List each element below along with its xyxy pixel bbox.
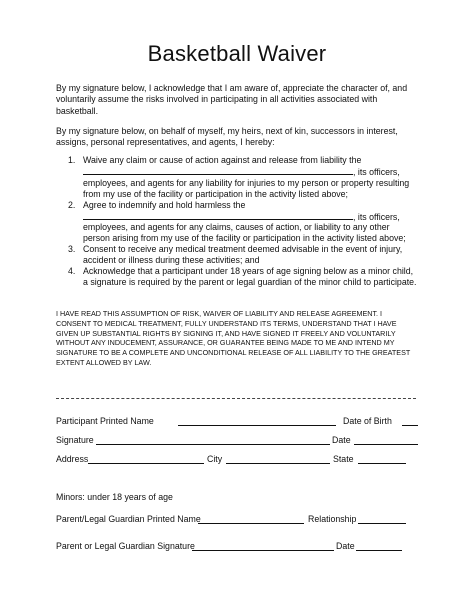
term-text: employees, and agents for any claims, causes of action, or liability to any other person arising from my use of the facility or participation in the activity listed above; [83,222,406,244]
state-field[interactable] [358,463,406,464]
term-text: Agree to indemnify and hold harmless the [83,199,246,210]
guardian-date-label: Date [336,541,355,551]
guardian-name-label: Parent/Legal Guardian Printed Name [56,514,201,524]
date-of-birth-label: Date of Birth [343,416,392,426]
signature-label: Signature [56,435,94,445]
term-item [56,266,418,288]
term-item [56,200,418,245]
assumption-of-risk-paragraph: By my signature below, I acknowledge that I am aware of, appreciate the character of, and voluntarily assume the risks involved in participating in all activities associated with basketball. [56,83,408,116]
organization-name-blank[interactable] [83,211,353,220]
minors-heading-row [56,492,418,504]
term-number: 3. [68,244,76,255]
document-title: Basketball Waiver [147,41,327,66]
acknowledgement-statement: I HAVE READ THIS ASSUMPTION OF RISK, WAIVER OF LIABILITY AND RELEASE AGREEMENT. I CONSENT TO MEDICAL TREATMENT, FULLY UNDERSTAND ITS TERMS, UNDERSTAND THAT I HAVE GIVEN UP SUBSTANTIAL RIGHTS BY SIGNING IT, AND HAVE SIGNED IT FREELY AND VOLUNTARILY WITHOUT ANY INDUCEMENT, ASSURANCE, OR GUARANTEE BEING MADE TO ME AND INTEND MY SIGNATURE TO BE A COMPLETE AND UNCONDITIONAL RELEASE OF ALL LIABILITY TO THE GREATEST EXTENT ALLOWED BY LAW. [56,309,411,367]
term-text: Acknowledge that a participant under 18 years of age signing below as a minor child, a signature is required by the parent or legal guardian of the minor child to participate. [83,266,417,287]
term-text: , its officers, [353,166,400,177]
participant-name-label: Participant Printed Name [56,416,154,426]
guardian-name-field[interactable] [198,523,304,524]
state-label: State [333,454,354,464]
organization-name-blank[interactable] [83,166,353,175]
term-item [56,155,418,200]
participant-name-row [56,416,418,428]
term-number: 4. [68,266,76,277]
date-field[interactable] [354,444,418,445]
term-number: 1. [68,155,76,165]
relationship-field[interactable] [358,523,406,524]
address-field[interactable] [88,463,204,464]
city-label: City [207,454,223,464]
guardian-name-row [56,514,418,526]
city-field[interactable] [226,463,330,464]
guardian-signature-row [56,541,418,553]
term-number: 2. [68,199,76,210]
term-text: Waive any claim or cause of action against and release from liability the [83,155,362,165]
release-intro-paragraph: By my signature below, on behalf of myself, my heirs, next of kin, successors in interest, assigns, personal representatives, and agents, I hereby: [56,126,398,148]
guardian-signature-label: Parent or Legal Guardian Signature [56,541,195,551]
guardian-signature-field[interactable] [192,550,334,551]
minors-heading: Minors: under 18 years of age [56,492,173,502]
address-row [56,454,418,466]
participant-name-field[interactable] [178,425,336,426]
guardian-date-field[interactable] [356,550,402,551]
date-of-birth-field[interactable] [402,425,418,426]
relationship-label: Relationship [308,514,357,524]
term-text: Consent to receive any medical treatment deemed advisable in the event of injury, accident or illness during these activities; and [83,244,403,266]
terms-list [56,155,418,288]
signature-row [56,435,418,447]
address-label: Address [56,454,89,464]
term-text: employees, and agents for any liability for injuries to my person or property resulting from my use of the facility or participation in the activity listed above; [83,177,410,199]
term-item [56,244,418,266]
signature-field[interactable] [96,444,330,445]
date-label: Date [332,435,351,445]
term-text: , its officers, [353,211,400,222]
divider [56,398,416,399]
